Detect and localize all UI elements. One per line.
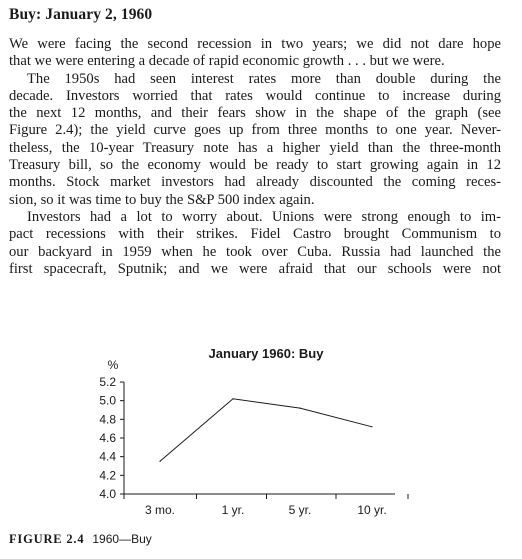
figure-title: 1960—Buy [92,532,152,546]
x-axis-ticks [124,494,408,517]
data-point [159,461,160,462]
text-line: the next 12 months, and their fears show in the shape of the graph (see [9,105,501,122]
text-line: decade. Investors worried that rates would continue to increase during [9,87,501,104]
text-line: theless, the 10-year Treasury note has a higher yield than the three-month [9,139,501,156]
text-line: months. Stock market investors had already discounted the coming reces- [9,174,501,191]
data-point [299,408,300,409]
body-text [9,36,501,278]
series-points [159,398,372,462]
chart-title: January 1960: Buy [208,346,324,361]
text-line: Treasury bill, so the economy would be ready to start growing again in 12 [9,157,501,174]
text-line: Investors had a lot to worry about. Unions were strong enough to im- [27,208,501,225]
text-line: Figure 2.4); the yield curve goes up from three months to one year. Never- [9,122,501,139]
section-heading: Buy: January 2, 1960 [9,6,153,23]
y-tick-label: 5.2 [99,375,116,389]
x-tick-label: 1 yr. [221,503,245,517]
y-axis-ticks [99,375,124,501]
text-line: The 1950s had seen interest rates more than double during the [27,70,501,87]
text-line: first spacecraft, Sputnik; and we were afraid that our schools were not [9,260,501,277]
y-tick-label: 4.2 [99,468,116,483]
y-tick-label: 4.4 [99,449,116,464]
text-line: pact recessions with their strikes. Fidel Castro brought Communism to [9,226,501,243]
y-tick-label: 5.0 [99,393,116,408]
series-line [160,399,372,462]
yield-curve-chart [0,340,522,530]
text-line: our backyard in 1959 when he took over Cuba. Russia had launched the [9,243,501,260]
data-point [371,426,372,427]
y-axis-label: % [107,358,119,372]
y-tick-label: 4.8 [99,412,116,427]
text-line: sion, so it was time to buy the S&P 500 index again. [9,191,315,208]
text-line: that we were entering a decade of rapid economic growth . . . but we were. [9,53,445,70]
data-point [232,398,233,399]
x-tick-label: 3 mo. [144,503,176,517]
x-tick-label: 10 yr. [357,503,387,517]
x-tick-label: 5 yr. [288,503,312,517]
text-line: We were facing the second recession in two years; we did not dare hope [9,36,501,52]
figure-caption [9,532,152,547]
y-tick-label: 4.0 [99,487,116,501]
figure-label: FIGURE 2.4 [9,532,85,546]
y-tick-label: 4.6 [99,431,116,445]
